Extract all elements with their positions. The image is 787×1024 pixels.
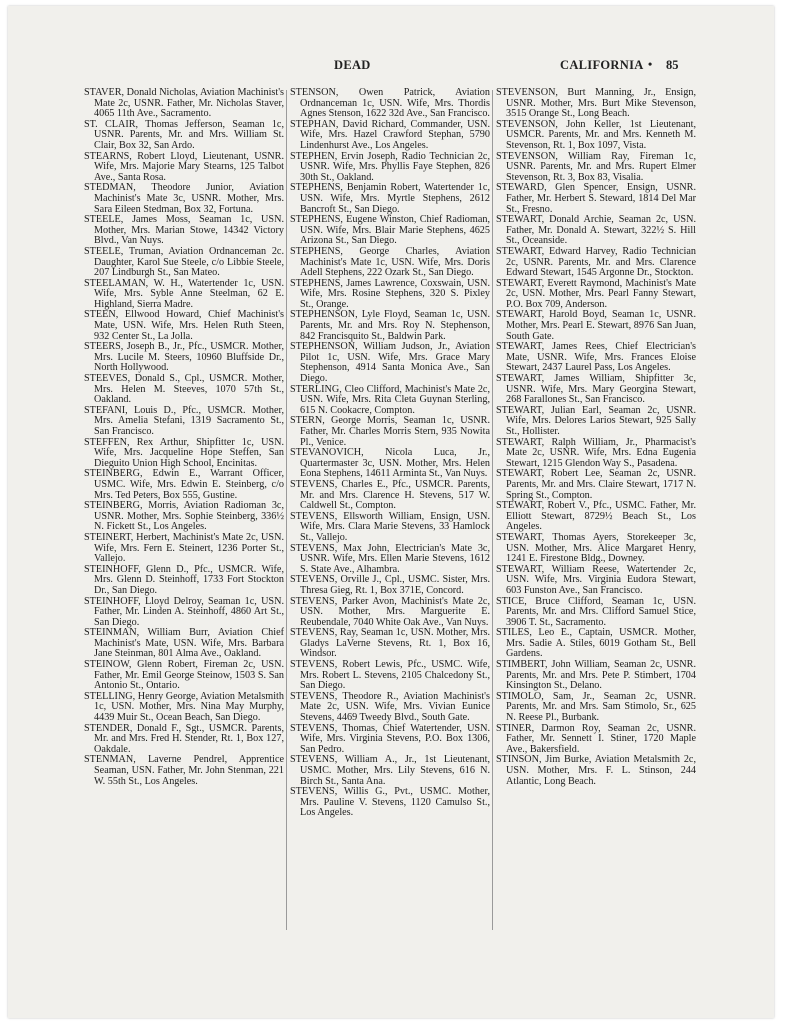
- casualty-entry: STENSON, Owen Patrick, Aviation Ordnanceman 1c, USN. Wife, Mrs. Thordis Agnes Stenson, 1622 32d Ave., San Francisco.: [290, 87, 490, 120]
- casualty-entry: STEWART, James William, Shipfitter 3c, USNR. Wife, Mrs. Mary Georgina Stewart, 268 Farallones St., San Francisco.: [496, 373, 696, 406]
- column-divider: [492, 90, 493, 930]
- casualty-entry: STINER, Darmon Roy, Seaman 2c, USNR. Father, Mr. Sennett I. Stiner, 1720 Maple Ave., Bakersfield.: [496, 722, 696, 755]
- casualty-entry: STEPHENSON, Lyle Floyd, Seaman 1c, USN. Parents, Mr. and Mrs. Roy N. Stephenson, 842 Francisquito St., Baldwin Park.: [290, 309, 490, 342]
- casualty-entry: STEVENS, Thomas, Chief Watertender, USN. Wife, Mrs. Virginia Stevens, P.O. Box 1306, San Pedro.: [290, 722, 490, 755]
- casualty-entry: STEVENS, Willis G., Pvt., USMC. Mother, Mrs. Pauline V. Stevens, 1120 Camulso St., Los Angeles.: [290, 786, 490, 819]
- column-1: [84, 88, 284, 787]
- casualty-entry: STEELE, Truman, Aviation Ordnanceman 2c. Daughter, Karol Sue Steele, c/o Libbie Steele, 207 Lindburgh St., San Mateo.: [84, 245, 284, 279]
- casualty-entry: STEVENS, Ray, Seaman 1c, USN. Mother, Mrs. Gladys LaVerne Stevens, Rt. 1, Box 16, Windsor.: [290, 627, 490, 660]
- casualty-entry: STEPHAN, David Richard, Commander, USN. Wife, Mrs. Hazel Crawford Stephan, 5790 Lindenhurst Ave., Los Angeles.: [290, 118, 490, 151]
- casualty-entry: STINSON, Jim Burke, Aviation Metalsmith 2c, USN. Mother, Mrs. F. L. Stinson, 244 Atlantic, Long Beach.: [496, 754, 696, 787]
- casualty-entry: STIMBERT, John William, Seaman 2c, USNR. Parents, Mr. and Mrs. Pete P. Stimbert, 1704 Kinsington St., Delano.: [496, 659, 696, 692]
- casualty-entry: STEINERT, Herbert, Machinist's Mate 2c, USN. Wife, Mrs. Fern E. Steinert, 1236 Porter St., Vallejo.: [84, 531, 284, 565]
- casualty-entry: STEWART, Thomas Ayers, Storekeeper 3c, USN. Mother, Mrs. Alice Margaret Henry, 1241 E. Firestone Bldg., Downey.: [496, 531, 696, 565]
- casualty-entry: STEVENS, Theodore R., Aviation Machinist's Mate 2c, USN. Wife, Mrs. Vivian Eunice Stevens, 4469 Tweedy Blvd., South Gate.: [290, 690, 490, 724]
- casualty-entry: STEPHENS, James Lawrence, Coxswain, USN. Wife, Mrs. Rosine Stephens, 320 S. Pixley St., Orange.: [290, 277, 490, 310]
- casualty-entry: STEWARD, Glen Spencer, Ensign, USNR. Father, Mr. Herbert S. Steward, 1814 Del Mar St., Fresno.: [496, 182, 696, 215]
- casualty-entry: STEVENSON, Burt Manning, Jr., Ensign, USNR. Mother, Mrs. Burt Mike Stevenson, 3515 Orange St., Long Beach.: [496, 87, 696, 120]
- casualty-entry: STEPHENS, Eugene Winston, Chief Radioman, USN. Wife, Mrs. Blair Marie Stephens, 4625 Arizona St., San Diego.: [290, 214, 490, 247]
- page-number: 85: [666, 58, 679, 72]
- casualty-entry: STEWART, Robert Lee, Seaman 2c, USNR. Parents, Mr. and Mrs. Claire Stewart, 1717 N. Spring St., Compton.: [496, 468, 696, 501]
- casualty-entry: STEWART, William Reese, Watertender 2c, USN. Wife, Mrs. Virginia Eudora Stewart, 603 Funston Ave., San Francisco.: [496, 563, 696, 596]
- casualty-entry: STEPHENS, George Charles, Aviation Machinist's Mate 1c, USN. Wife, Mrs. Doris Adell Stephens, 222 Ozark St., San Diego.: [290, 245, 490, 279]
- casualty-entry: STEVENSON, William Ray, Fireman 1c, USNR. Parents, Mr. and Mrs. Rupert Elmer Stevenson, Rt. 3, Box 83, Visalia.: [496, 150, 696, 183]
- casualty-entry: STEWART, Ralph William, Jr., Pharmacist's Mate 2c, USNR. Wife, Mrs. Edna Eugenia Stewart, 1215 Glendon Way S., Pasadena.: [496, 436, 696, 469]
- casualty-entry: STIMOLO, Sam, Jr., Seaman 2c, USNR. Parents, Mr. and Mrs. Sam Stimolo, Sr., 625 N. Reese Pl., Burbank.: [496, 690, 696, 724]
- casualty-entry: STEVENS, Orville J., Cpl., USMC. Sister, Mrs. Thresa Gieg, Rt. 1, Box 371E, Concord.: [290, 574, 490, 596]
- casualty-entry: STEFFEN, Rex Arthur, Shipfitter 1c, USN. Wife, Mrs. Jacqueline Hope Steffen, San Dieguito Union High School, Encinitas.: [84, 436, 284, 469]
- casualty-entry: STERN, George Morris, Seaman 1c, USNR. Father, Mr. Charles Morris Stern, 935 Nowita Pl., Venice.: [290, 415, 490, 448]
- column-3: [496, 88, 696, 787]
- casualty-entry: STICE, Bruce Clifford, Seaman 1c, USN. Parents, Mr. and Mrs. Clifford Samuel Stice, 3906 T. St., Sacramento.: [496, 595, 696, 628]
- header-bullet: •: [648, 57, 653, 71]
- casualty-entry: STEWART, Donald Archie, Seaman 2c, USN. Father, Mr. Donald A. Stewart, 322½ S. Hill St., Oceanside.: [496, 214, 696, 247]
- casualty-entry: STEINHOFF, Glenn D., Pfc., USMCR. Wife, Mrs. Glenn D. Steinhoff, 1733 Fort Stockton Dr., San Diego.: [84, 563, 284, 596]
- casualty-entry: STENDER, Donald F., Sgt., USMCR. Parents, Mr. and Mrs. Fred H. Stender, Rt. 1, Box 127, Oakdale.: [84, 722, 284, 755]
- casualty-entry: STEPHEN, Ervin Joseph, Radio Technician 2c, USNR. Wife, Mrs. Phyllis Faye Stephen, 826 30th St., Oakland.: [290, 150, 490, 183]
- casualty-entry: STEWART, Robert V., Pfc., USMC. Father, Mr. Elliott Stewart, 8729½ Beach St., Los Angeles.: [496, 500, 696, 533]
- page-header: [8, 58, 774, 74]
- casualty-entry: STEWART, James Rees, Chief Electrician's Mate, USNR. Wife, Mrs. Frances Eloise Stewart, 2437 Laurel Pass, Los Angeles.: [496, 341, 696, 374]
- casualty-entry: STEARNS, Robert Lloyd, Lieutenant, USNR. Wife, Mrs. Majorie Mary Stearns, 125 Talbot Ave., Santa Rosa.: [84, 150, 284, 183]
- casualty-entry: STEVENSON, John Keller, 1st Lieutenant, USMCR. Parents, Mr. and Mrs. Kenneth M. Stevenson, Rt. 1, Box 1097, Vista.: [496, 118, 696, 151]
- casualty-entry: STEERS, Joseph B., Jr., Pfc., USMCR. Mother, Mrs. Lucile M. Steers, 10960 Bluffside Dr., North Hollywood.: [84, 341, 284, 374]
- casualty-entry: STEDMAN, Theodore Junior, Aviation Machinist's Mate 3c, USNR. Mother, Mrs. Sara Eileen Stedman, Box 32, Fortuna.: [84, 182, 284, 215]
- casualty-entry: STENMAN, Laverne Pendrel, Apprentice Seaman, USN. Father, Mr. John Stenman, 221 W. 55th St., Los Angeles.: [84, 754, 284, 787]
- column-2: [290, 88, 490, 819]
- state-heading: CALIFORNIA: [560, 58, 644, 72]
- document-page: [8, 6, 774, 1018]
- casualty-entry: STEINBERG, Edwin E., Warrant Officer, USMC. Wife, Mrs. Edwin E. Steinberg, c/o Mrs. Ted Peters, Box 555, Gustine.: [84, 468, 284, 501]
- casualty-entry: STEVENS, Charles E., Pfc., USMCR. Parents, Mr. and Mrs. Clarence H. Stevens, 517 W. Caldwell St., Compton.: [290, 478, 490, 512]
- column-divider: [286, 90, 287, 930]
- casualty-entry: STEWART, Edward Harvey, Radio Technician 2c, USNR. Parents, Mr. and Mrs. Clarence Edward Stewart, 1545 Argonne Dr., Stockton.: [496, 245, 696, 279]
- casualty-entry: STEVENS, Ellsworth William, Ensign, USN. Wife, Mrs. Clara Marie Stevens, 33 Hamlock St., Vallejo.: [290, 510, 490, 543]
- casualty-entry: STILES, Leo E., Captain, USMCR. Mother, Mrs. Sadie A. Stiles, 6019 Gotham St., Bell Gardens.: [496, 627, 696, 660]
- casualty-entry: STEWART, Harold Boyd, Seaman 1c, USNR. Mother, Mrs. Pearl E. Stewart, 8976 San Juan, South Gate.: [496, 309, 696, 342]
- casualty-entry: STEINMAN, William Burr, Aviation Chief Machinist's Mate, USN. Wife, Mrs. Barbara Jane Steinman, 801 Alma Ave., Oakland.: [84, 627, 284, 660]
- casualty-entry: STEWART, Everett Raymond, Machinist's Mate 2c, USN. Mother, Mrs. Pearl Fanny Stewart, P.O. Box 709, Anderson.: [496, 277, 696, 310]
- casualty-entry: STEINBERG, Morris, Aviation Radioman 3c, USNR. Mother, Mrs. Sophie Steinberg, 336½ N. Fickett St., Los Angeles.: [84, 500, 284, 533]
- casualty-entry: STEVENS, William A., Jr., 1st Lieutenant, USMC. Mother, Mrs. Lily Stevens, 616 N. Birch St., Santa Ana.: [290, 754, 490, 787]
- casualty-entry: STERLING, Cleo Clifford, Machinist's Mate 2c, USN. Wife, Mrs. Rita Cleta Guynan Sterling, 615 N. Cookacre, Compton.: [290, 383, 490, 416]
- casualty-entry: STEEN, Ellwood Howard, Chief Machinist's Mate, USN. Wife, Mrs. Helen Ruth Steen, 932 Center St., La Jolla.: [84, 309, 284, 342]
- casualty-entry: STAVER, Donald Nicholas, Aviation Machinist's Mate 2c, USNR. Father, Mr. Nicholas Staver, 4065 11th Ave., Sacramento.: [84, 87, 284, 120]
- casualty-entry: STEEVES, Donald S., Cpl., USMCR. Mother, Mrs. Helen M. Steeves, 1070 57th St., Oakland.: [84, 373, 284, 406]
- casualty-entry: STEPHENS, Benjamin Robert, Watertender 1c, USN. Wife, Mrs. Myrtle Stephens, 2612 Bancroft St., San Diego.: [290, 182, 490, 215]
- casualty-entry: STEVENS, Parker Avon, Machinist's Mate 2c, USN. Mother, Mrs. Marguerite E. Reubendale, 7040 White Oak Ave., Van Nuys.: [290, 595, 490, 628]
- casualty-entry: STEVENS, Max John, Electrician's Mate 3c, USNR. Wife, Mrs. Ellen Marie Stevens, 1612 S. State Ave., Alhambra.: [290, 542, 490, 575]
- casualty-entry: STEELAMAN, W. H., Watertender 1c, USN. Wife, Mrs. Syble Anne Steelman, 62 E. Highland, Sierra Madre.: [84, 277, 284, 310]
- casualty-entry: STEVENS, Robert Lewis, Pfc., USMC. Wife, Mrs. Robert L. Stevens, 2105 Chalcedony St., San Diego.: [290, 659, 490, 692]
- casualty-entry: STEINHOFF, Lloyd Delroy, Seaman 1c, USN. Father, Mr. Linden A. Steinhoff, 4860 Art St., San Diego.: [84, 595, 284, 628]
- casualty-entry: STEINOW, Glenn Robert, Fireman 2c, USN. Father, Mr. Emil George Steinow, 1503 S. San Antonio St., Ontario.: [84, 659, 284, 692]
- casualty-entry: ST. CLAIR, Thomas Jefferson, Seaman 1c, USNR. Parents, Mr. and Mrs. William St. Clair, Box 32, San Ardo.: [84, 118, 284, 151]
- casualty-entry: STEFANI, Louis D., Pfc., USMCR. Mother, Mrs. Amelia Stefani, 1319 Sacramento St., San Francisco.: [84, 404, 284, 437]
- casualty-entry: STEVANOVICH, Nicola Luca, Jr., Quartermaster 3c, USN. Mother, Mrs. Helen Eona Stephens, 14611 Arminta St., Van Nuys.: [290, 447, 490, 480]
- section-heading: DEAD: [334, 58, 371, 72]
- casualty-entry: STELLING, Henry George, Aviation Metalsmith 1c, USN. Mother, Mrs. Nina May Murphy, 4439 Muir St., Ocean Beach, San Diego.: [84, 690, 284, 724]
- casualty-entry: STEPHENSON, William Judson, Jr., Aviation Pilot 1c, USN. Wife, Mrs. Grace Mary Stephenson, 4914 Santa Monica Ave., San Diego.: [290, 341, 490, 385]
- casualty-entry: STEWART, Julian Earl, Seaman 2c, USNR. Wife, Mrs. Delores Larios Stewart, 925 Sally St., Hollister.: [496, 404, 696, 437]
- casualty-entry: STEELE, James Moss, Seaman 1c, USN. Mother, Mrs. Marian Stowe, 14342 Victory Blvd., Van Nuys.: [84, 214, 284, 247]
